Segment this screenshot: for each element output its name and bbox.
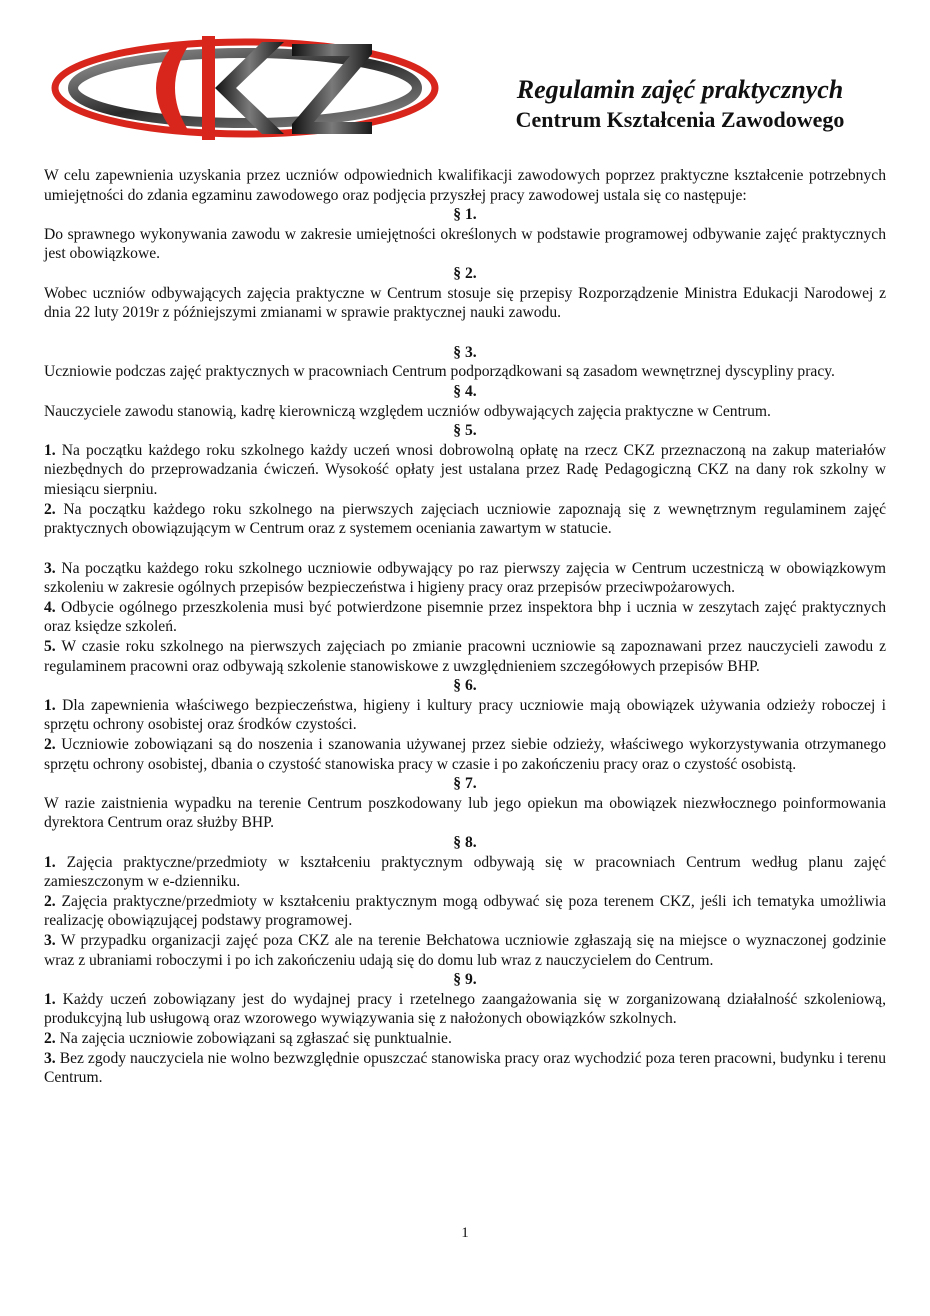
section-7-text: W razie zaistnienia wypadku na terenie Centrum poszkodowany lub jego opiekun ma obowiązek niezwłocznego poinformowania dyrektora Centrum oraz służby BHP. <box>44 794 886 832</box>
section-5-item-1 <box>44 441 886 500</box>
item-number: 2. <box>44 892 56 910</box>
item-text: Zajęcia praktyczne/przedmioty w kształceniu praktycznym odbywają się w pracowniach Centrum według planu zajęć zamieszczonym w e-dzienniku. <box>44 853 886 891</box>
item-text: W czasie roku szkolnego na pierwszych zajęciach po zmianie pracowni uczniowie są zapoznawani przez nauczycieli zawodu z regulaminem pracowni oraz odbywają szkolenie stanowiskowe z uwzględnieniem szczegółowych przepisów BHP. <box>44 638 886 675</box>
ckz-logo <box>48 28 442 144</box>
section-9-heading: § 9. <box>453 971 477 989</box>
section-9-item-1 <box>44 990 886 1029</box>
item-text: Każdy uczeń zobowiązany jest do wydajnej pracy i rzetelnego zaangażowania się w zorganizowaną działalność szkoleniową, produkcyjną lub usługową oraz wzorowego wywiązywania się z nałożonych obowiązków szkolnych. <box>44 990 886 1028</box>
item-text: Uczniowie zobowiązani są do noszenia i szanowania używanej przez siebie odzieży, właściwego wykorzystywania otrzymanego sprzętu ochrony osobistej, dbania o czystość stanowiska pracy w czasie i po zakończeniu pracy oraz o czystość osobistą. <box>44 736 886 773</box>
section-1-text: Do sprawnego wykonywania zawodu w zakresie umiejętności określonych w podstawie programowej odbywanie zajęć praktycznych jest obowiązkowe. <box>44 225 886 263</box>
item-number: 1. <box>44 696 56 714</box>
section-1-heading: § 1. <box>453 206 477 224</box>
section-6-item-2 <box>44 735 886 774</box>
section-5-heading: § 5. <box>453 422 477 440</box>
item-text: Bez zgody nauczyciela nie wolno bezwzględnie opuszczać stanowiska pracy oraz wychodzić poza teren pracowni, budynku i terenu Centrum. <box>44 1049 886 1087</box>
page-number: 1 <box>461 1225 469 1241</box>
section-5-item-2 <box>44 500 886 539</box>
item-number: 1. <box>44 853 56 871</box>
item-text: Na początku każdego roku szkolnego na pierwszych zajęciach uczniowie zapoznają się z wewnętrznym regulaminem zajęć praktycznych obowiązującym w Centrum oraz z systemem oceniania zawartym w statucie. <box>44 500 886 538</box>
item-text: Zajęcia praktyczne/przedmioty w kształceniu praktycznym mogą odbywać się poza terenem CKZ, jeśli ich tematyka umożliwia realizację obowiązującej podstawy programowej. <box>44 892 886 930</box>
item-number: 5. <box>44 638 56 656</box>
document-subtitle: Centrum Kształcenia Zawodowego <box>515 107 845 132</box>
item-number: 2. <box>44 736 56 754</box>
section-5-item-4 <box>44 598 886 637</box>
section-3-heading: § 3. <box>453 343 477 361</box>
intro-paragraph: W celu zapewnienia uzyskania przez uczniów odpowiednich kwalifikacji zawodowych poprzez praktyczne kształcenie potrzebnych umiejętności do zdania egzaminu zawodowego oraz podjęcia przyszłej pracy zawodowej ustala się co następuje: <box>44 167 886 204</box>
item-number: 3. <box>44 931 56 949</box>
document-title-block <box>470 74 890 134</box>
section-8-item-1 <box>44 853 886 892</box>
document-body <box>44 166 886 1088</box>
section-9-item-2 <box>44 1029 886 1049</box>
section-5-item-3 <box>44 559 886 598</box>
section-2-heading: § 2. <box>453 264 477 282</box>
item-text: Na początku każdego roku szkolnego każdy uczeń wnosi dobrowolną opłatę na rzecz CKZ przeznaczoną na zakup materiałów niezbędnych do przeprowadzania ćwiczeń. Wysokość opłaty jest ustalana przez Radę Pedagogiczną CKZ na dany rok szkolny w miesiącu sierpniu. <box>44 441 886 498</box>
item-number: 1. <box>44 441 56 459</box>
item-number: 4. <box>44 598 56 616</box>
item-text: Na zajęcia uczniowie zobowiązani są zgłaszać się punktualnie. <box>59 1029 452 1047</box>
document-title: Regulamin zajęć praktycznych <box>516 75 844 104</box>
spacer <box>44 539 886 559</box>
section-6-heading: § 6. <box>453 677 477 695</box>
item-number: 2. <box>44 1029 56 1047</box>
item-text: Na początku każdego roku szkolnego uczniowie odbywający po raz pierwszy zajęcia w Centrum uczestniczą w obowiązkowym szkoleniu w zakresie ogólnych przepisów bezpieczeństwa i higieny pracy oraz przepisów przeciwpożarowych. <box>44 559 886 597</box>
item-text: Odbycie ogólnego przeszkolenia musi być potwierdzone pisemnie przez inspektora bhp i ucznia w zeszytach zajęć praktycznych oraz księdze szkoleń. <box>44 598 886 636</box>
item-text: Dla zapewnienia właściwego bezpieczeństwa, higieny i kultury pracy uczniowie mają obowiązek używania odzieży roboczej i sprzętu ochrony osobistej oraz środków czystości. <box>44 696 886 734</box>
section-4-heading: § 4. <box>453 382 477 400</box>
section-7-heading: § 7. <box>453 775 477 793</box>
section-5-item-5 <box>44 637 886 676</box>
section-2-text: Wobec uczniów odbywających zajęcia praktyczne w Centrum stosuje się przepisy Rozporządzenie Ministra Edukacji Narodowej z dnia 22 luty 2019r z późniejszymi zmianami w sprawie praktycznej nauki zawodu. <box>44 284 886 322</box>
section-8-item-3 <box>44 931 886 970</box>
item-number: 3. <box>44 559 56 577</box>
section-4-text: Nauczyciele zawodu stanowią, kadrę kierowniczą względem uczniów odbywających zajęcia praktyczne w Centrum. <box>44 402 771 420</box>
item-text: W przypadku organizacji zajęć poza CKZ ale na terenie Bełchatowa uczniowie zgłaszają się na miejsce o wyznaczonej godzinie wraz z ubraniami roboczymi i po ich zakończeniu udają się do domu lub wraz z nauczycielem do Centrum. <box>44 931 886 969</box>
section-6-item-1 <box>44 696 886 735</box>
section-9-item-3 <box>44 1049 886 1088</box>
section-3-text: Uczniowie podczas zajęć praktycznych w pracowniach Centrum podporządkowani są zasadom wewnętrznej dyscypliny pracy. <box>44 363 835 381</box>
item-number: 1. <box>44 990 56 1008</box>
section-8-heading: § 8. <box>453 834 477 851</box>
item-number: 3. <box>44 1049 56 1067</box>
section-8-item-2 <box>44 892 886 931</box>
item-number: 2. <box>44 500 56 518</box>
spacer <box>44 323 886 343</box>
